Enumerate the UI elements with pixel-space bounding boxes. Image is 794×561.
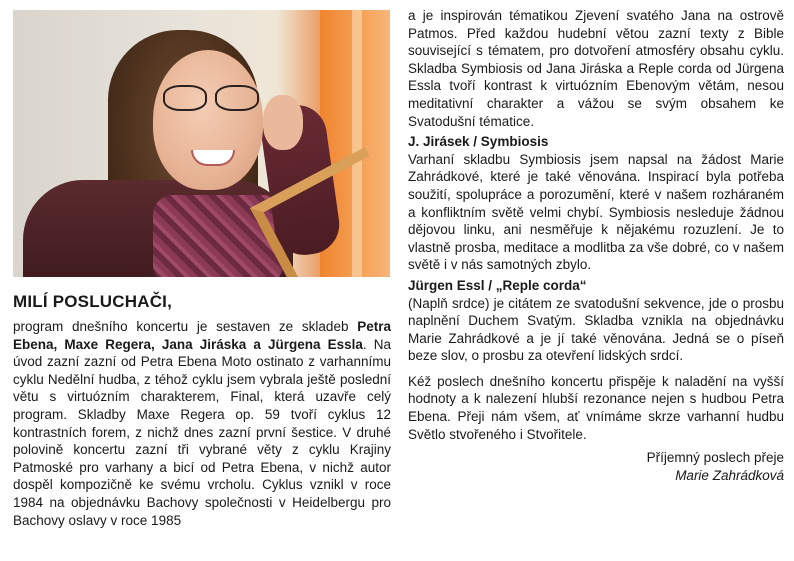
section-heading-symbiosis: J. Jirásek / Symbiosis (408, 134, 549, 150)
portrait-photo (13, 10, 390, 277)
signature-name: Marie Zahrádková (675, 467, 784, 483)
continuation-paragraph: a je inspirován tématikou Zjevení svatého Jana na ostrově Patmos. Před každou hudební větou zazní texty z Bible související s tématem, pro dotvoření atmosféry obsahu cyklu. Skladba Symbiosis od Jana Jiráska a Reple corda od Jürgena Essla tvoří kontrast k virtuózním Ebenovým větám, nesou meditativní charakter a vážou se svým obsahem ke Svatodušní tématice. (408, 8, 784, 129)
symbiosis-paragraph: Varhaní skladbu Symbiosis jsem napsal na žádost Marie Zahrádkové, které je také věnována. Inspirací byla potřeba soužití, spolupráce a porozumění, které v našem rozháraném a konfliktním světě velmi chybí. Symbiosis nesleduje žádnou dějovou linku, ani nesměřuje k nějakému rozuzlení. Je to vlastně prosba, meditace a modlitba za vše dobré, co v našem světě i v nás samotných zbylo. (408, 151, 784, 273)
glasses-shape (163, 85, 259, 111)
reple-corda-paragraph: (Naplň srdce) je citátem ze svatodušní sekvence, jde o prosbu naplnění Duchem Svatým. Skladba vznikla na objednávku Marie Zahrádkové a je jí také věnována. Jedná se o píseň beze slov, o prosbu za otevření lidských srdcí. (408, 295, 784, 364)
section-heading-reple-corda: Jürgen Essl / „Reple corda“ (408, 277, 587, 293)
face-shape (153, 50, 263, 190)
intro-text-rest: . Na úvod zazní zazní od Petra Ebena Moto ostinato z varhannímu cyklu Nedělní hudba, z téhož cyklu jsem vybrala ještě poslední větu s virtuózním charakterem, Final, která uzavře celý program. Skladby Maxe Regera op. 59 tvoří cyklus 12 kontrastních forem, z nichž dnes zazní první šestice. V druhé polovině koncertu zazní tři vybrané věty z cyklu Krajiny Patmoské pro varhany a bicí od Petra Ebena, v nichž autor dospěl kompozičně ke svému vrcholu. Cyklus vznikl v roce 1984 na objednávku Bachovy společnosti v Heidelbergu pro Bachovy oslavy v roce 1985 (13, 336, 391, 528)
intro-text-start: program dnešního koncertu je sestaven ze skladeb (13, 319, 358, 334)
intro-paragraph (13, 318, 391, 529)
closing-line: Příjemný poslech přeje (646, 450, 784, 466)
composers-names: Petra Ebena, Maxe Regera, Jana Jiráska a Jürgena Essla (13, 319, 391, 352)
signature-block (408, 449, 784, 484)
hand-shape (263, 95, 303, 150)
greeting-heading: MILÍ POSLUCHAČI, (13, 292, 173, 311)
closing-paragraph: Kéž poslech dnešního koncertu přispěje k naladění na vyšší hodnoty a k nalezení hlubší rezonance nejen s hudbou Petra Ebena. Přeji nám všem, ať vnímáme skrze varhanní hudbu Světlo stvořeného i Stvořitele. (408, 373, 784, 442)
right-column (408, 7, 784, 484)
